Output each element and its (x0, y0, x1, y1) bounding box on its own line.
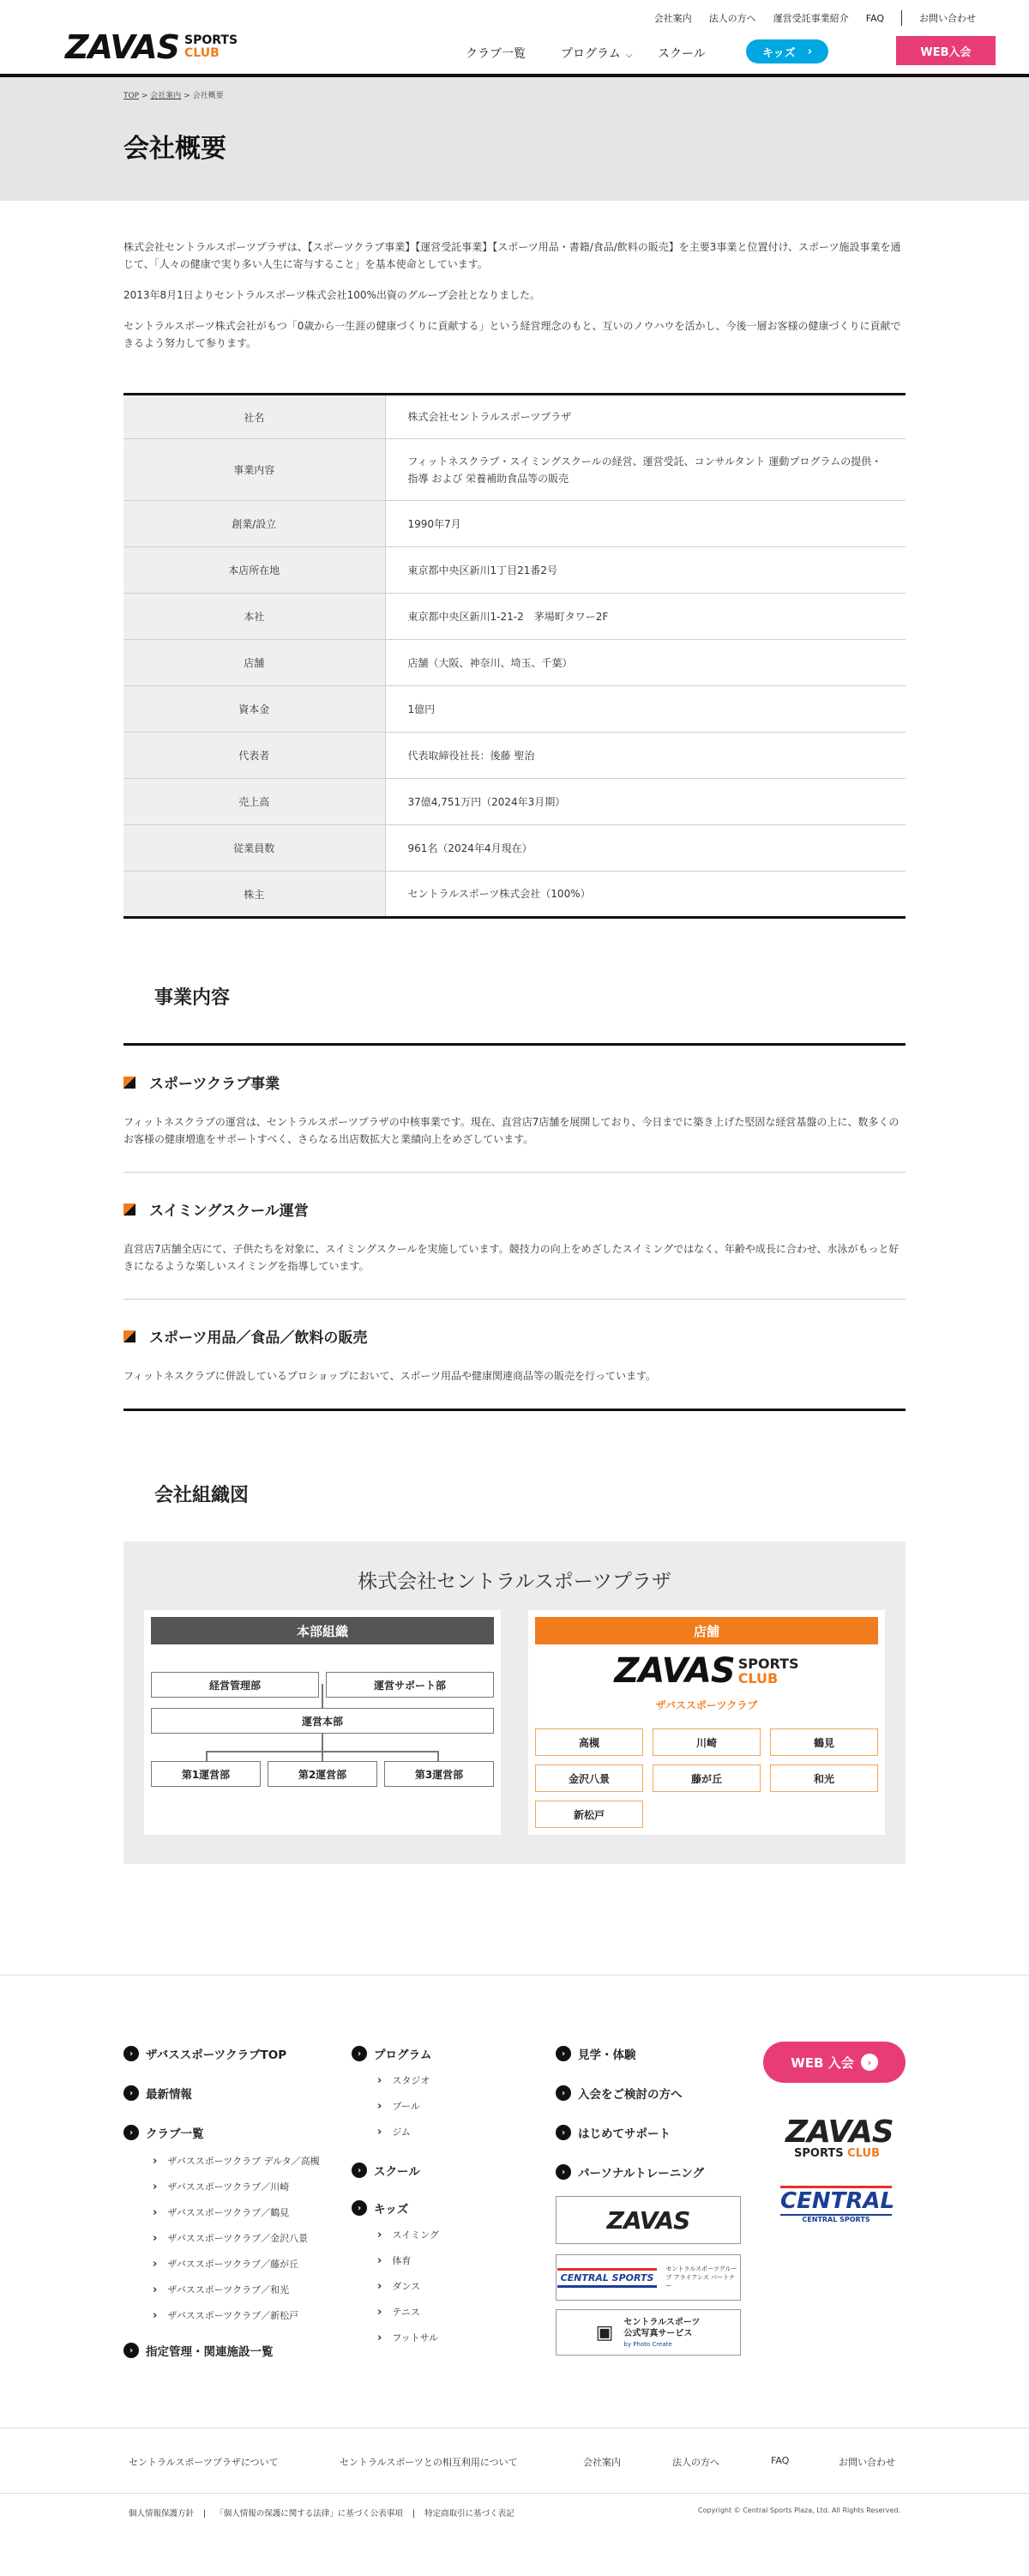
intro-text (123, 238, 906, 365)
footer-bottom-link[interactable]: セントラルスポーツプラザについて (129, 2457, 279, 2468)
hq-panel (144, 1610, 501, 1835)
footer-bottom-link[interactable]: お問い合わせ (839, 2457, 895, 2468)
utility-link-corporate[interactable]: 法人の方へ (708, 13, 756, 24)
breadcrumb-top[interactable]: TOP (123, 92, 140, 100)
footer-col-2 (352, 2045, 439, 2350)
footer-sub-link[interactable]: › ザバススポーツクラブ デルタ／高槻 (123, 2148, 320, 2174)
arrow-circle-icon: › (352, 2200, 367, 2216)
org-box: 第2運営部 (268, 1761, 377, 1787)
table-row (123, 501, 906, 547)
legal-link-tokusho[interactable]: 特定商取引に基づく表記 (424, 2509, 514, 2519)
footer-sub-link[interactable]: › スタジオ (352, 2067, 439, 2093)
chevron-right-icon: › (807, 45, 813, 58)
store-box: 和光 (770, 1765, 878, 1792)
row-label: 代表者 (123, 733, 385, 779)
nav-program-label: プログラム (561, 47, 621, 61)
zavas-wordmark: ZAVAS (614, 1651, 735, 1691)
footer-sub-link[interactable]: › テニス (352, 2299, 439, 2325)
table-row (123, 439, 906, 501)
footer-zavas-logo: ZAVAS SPORTS CLUB (785, 2114, 894, 2160)
connector-line (437, 1751, 439, 1761)
store-panel-title: 店舗 (535, 1617, 878, 1644)
footer-sub-link[interactable]: › プール (352, 2093, 439, 2119)
table-row (123, 594, 906, 640)
org-box: 第1運営部 (151, 1761, 261, 1787)
store-box: 金沢八景 (535, 1765, 643, 1792)
footer-link-news[interactable]: › 最新情報 (123, 2084, 320, 2102)
row-value: フィットネスクラブ・スイミングスクールの経営、運営受託、コンサルタント 運動プログラムの提供・指導 および 栄養補助食品等の販売 (385, 439, 906, 501)
nav-school[interactable]: スクール (658, 47, 706, 61)
row-value: 店舗（大阪、神奈川、埼玉、千葉） (385, 640, 906, 686)
copyright: Copyright © Central Sports Plaza, Ltd. All Rights Reserved. (698, 2507, 900, 2514)
footer-link-program[interactable]: › プログラム (352, 2045, 439, 2062)
store-brand-subtitle: ザバススポーツクラブ (655, 1699, 758, 1711)
row-label: 社名 (123, 395, 385, 439)
org-chart (123, 1541, 906, 1864)
logo-sports: SPORTS (184, 33, 238, 47)
table-row (123, 547, 906, 594)
org-section-title: 会社組織図 (154, 1485, 250, 1506)
arrow-circle-icon: › (556, 2164, 571, 2180)
business-heading: スポーツクラブ事業 (149, 1076, 280, 1093)
footer-sub-link[interactable]: › ザバススポーツクラブ／金沢八景 (123, 2225, 320, 2251)
logo-wordmark: ZAVAS (65, 28, 179, 66)
page-title: 会社概要 (123, 134, 226, 164)
row-value: セントラルスポーツ株式会社（100%） (385, 872, 906, 918)
store-box: 川崎 (653, 1728, 761, 1756)
footer-sub-link[interactable]: › フットサル (352, 2325, 439, 2350)
row-label: 本社 (123, 594, 385, 640)
footer-sub-link[interactable]: › ザバススポーツクラブ／新松戸 (123, 2302, 320, 2328)
company-info-table (123, 393, 906, 919)
footer-sub-link[interactable]: › ザバススポーツクラブ／和光 (123, 2277, 320, 2302)
footer-divider (0, 2493, 1029, 2494)
footer-link-trial[interactable]: › 見学・体験 (556, 2045, 704, 2062)
page-title-band (0, 77, 1029, 201)
connector-line (322, 1734, 323, 1751)
footer-sub-link[interactable]: › ザバススポーツクラブ／川崎 (123, 2174, 320, 2199)
footer-sub-link[interactable]: › ジム (352, 2119, 439, 2145)
utility-link-faq[interactable]: FAQ (865, 12, 884, 24)
utility-nav (637, 10, 976, 26)
utility-link-company[interactable]: 会社案内 (653, 13, 692, 24)
utility-link-outsourcing[interactable]: 運営受託事業紹介 (773, 13, 849, 24)
arrow-circle-icon: › (123, 2125, 139, 2140)
footer-sub-link[interactable]: › ザバススポーツクラブ／鶴見 (123, 2199, 320, 2225)
banner-zavas-text: ZAVAS (606, 2205, 690, 2235)
row-label: 事業内容 (123, 439, 385, 501)
banner-photo-sub: by Photo Create (623, 2341, 672, 2348)
footer-link-top[interactable]: › ザバススポーツクラブTOP (123, 2045, 320, 2062)
row-value: 1億円 (385, 686, 906, 733)
row-label: 店舗 (123, 640, 385, 686)
row-value: 株式会社セントラルスポーツプラザ (385, 395, 906, 439)
connector-line (206, 1751, 208, 1761)
arrow-circle-icon: › (352, 2046, 367, 2061)
row-label: 従業員数 (123, 825, 385, 872)
legal-links: 個人情報保護方針 | 「個人情報の保護に関する法律」に基づく公表事項 | 特定商取引に基づく表記 (129, 2509, 514, 2519)
connector-line (322, 1684, 323, 1708)
store-box: 新松戸 (535, 1801, 643, 1828)
footer-link-personal[interactable]: › パーソナルトレーニング (556, 2163, 704, 2181)
footer-link-club-list[interactable]: › クラブ一覧 (123, 2124, 320, 2141)
footer-sub-link[interactable]: › 体育 (352, 2247, 439, 2273)
banner-zavas[interactable] (556, 2196, 741, 2244)
org-box: 運営サポート部 (326, 1672, 494, 1698)
footer-sub-link[interactable]: › ダンス (352, 2273, 439, 2299)
footer-sub-link[interactable]: › ザバススポーツクラブ／藤が丘 (123, 2251, 320, 2277)
square-bullet-icon (123, 1204, 135, 1216)
row-label: 創業/設立 (123, 501, 385, 547)
divider (901, 10, 902, 26)
footer-sub-link[interactable]: › スイミング (352, 2222, 439, 2247)
table-row (123, 872, 906, 918)
chevron-down-icon: ⌵ (625, 51, 633, 60)
arrow-circle-icon: › (556, 2046, 571, 2061)
row-value: 37億4,751万円（2024年3月期） (385, 779, 906, 825)
footer-col-3 (556, 2045, 704, 2181)
legal-link-privacy[interactable]: 個人情報保護方針 (129, 2509, 195, 2519)
kids-button-label: キッズ (761, 46, 796, 60)
store-panel (528, 1610, 885, 1835)
breadcrumb-company[interactable]: 会社案内 (150, 92, 182, 100)
main-nav (0, 39, 1029, 65)
table-row (123, 825, 906, 872)
business-heading: スイミングスクール運営 (149, 1203, 309, 1220)
utility-link-contact[interactable]: お問い合わせ (919, 13, 976, 24)
kids-button[interactable] (746, 39, 828, 63)
banner-central-text: CENTRAL SPORTS (557, 2268, 658, 2288)
org-box: 運営本部 (151, 1708, 494, 1734)
connector-line (322, 1751, 323, 1761)
footer-link-facilities[interactable]: › 指定管理・関連施設一覧 (123, 2342, 320, 2359)
site-header (0, 0, 1029, 77)
camera-icon: ▣ (595, 2321, 614, 2344)
business-section-title: 事業内容 (154, 987, 231, 1009)
row-label: 本店所在地 (123, 547, 385, 594)
business-item (123, 1046, 906, 1173)
footer-bottom-link[interactable]: 会社案内 (583, 2457, 621, 2468)
footer-link-consider[interactable]: › 入会をご検討の方へ (556, 2084, 704, 2102)
business-text: フィットネスクラブの運営は、セントラルスポーツプラザの中核事業です。現在、直営店7店舗を展開しており、今日までに築き上げた堅固な経営基盤の上に、数多くのお客様の健康増進をサポートすべく、さらなる出店数拡大と業績向上をめざしています。 (123, 1116, 900, 1145)
footer-link-school[interactable]: › スクール (352, 2162, 439, 2179)
row-value: 1990年7月 (385, 501, 906, 547)
table-row (123, 686, 906, 733)
intro-paragraph: セントラルスポーツ株式会社がもつ「0歳から一生涯の健康づくりに貢献する」という経営理念のもと、互いのノウハウを活かし、今後一層お客様の健康づくりに貢献できるよう努力して参ります。 (123, 320, 901, 349)
row-value: 代表取締役社長：後藤 聖治 (385, 733, 906, 779)
nav-club-list[interactable]: クラブ一覧 (466, 47, 526, 61)
row-label: 株主 (123, 872, 385, 918)
logo-club: CLUB (737, 1670, 779, 1686)
banner-central-sports[interactable] (556, 2254, 741, 2301)
table-row (123, 395, 906, 439)
logo-club: CLUB (184, 46, 220, 60)
org-company-name: 株式会社セントラルスポーツプラザ (358, 1571, 671, 1593)
logo-sports: SPORTS (737, 1656, 799, 1672)
arrow-circle-icon: › (861, 2054, 878, 2071)
arrow-circle-icon: › (123, 2085, 139, 2101)
row-value: 東京都中央区新川1丁目21番2号 (385, 547, 906, 594)
business-list (123, 1043, 906, 1411)
intro-paragraph: 株式会社セントラルスポーツプラザは、【スポーツクラブ事業】【運営受託事業】【スポーツ用品・書籍/食品/飲料の販売】を主要3事業と位置付け、スポーツ施設事業を通じて、「人々の健康で実り多い人生に寄与すること」を基本使命としています。 (123, 241, 901, 270)
table-row (123, 640, 906, 686)
footer-divider (0, 1975, 1029, 1976)
table-row (123, 733, 906, 779)
intro-paragraph: 2013年8月1日よりセントラルスポーツ株式会社100%出資のグループ会社となりました。 (123, 289, 540, 301)
nav-program[interactable] (561, 45, 632, 62)
business-item (123, 1173, 906, 1300)
footer-bottom-link[interactable]: セントラルスポーツとの相互利用について (340, 2457, 518, 2468)
business-text: 直営店7店舗全店にて、子供たちを対象に、スイミングスクールを実施しています。競技力の向上をめざしたスイミングではなく、年齢や成長に合わせ、水泳がもっと好きになるような楽しいスイミングを指導しています。 (123, 1243, 900, 1272)
arrow-circle-icon: › (556, 2085, 571, 2101)
hq-panel-title: 本部組織 (151, 1617, 494, 1644)
footer-bottom-link[interactable]: FAQ (771, 2455, 790, 2466)
store-box: 鶴見 (770, 1728, 878, 1756)
square-bullet-icon (123, 1330, 135, 1342)
org-box: 第3運営部 (384, 1761, 494, 1787)
row-value: 東京都中央区新川1-21-2 茅場町タワー2F (385, 594, 906, 640)
breadcrumb: TOP > 会社案内 > 会社概要 (123, 92, 224, 100)
footer-web-join-button[interactable]: WEB 入会 › (763, 2042, 906, 2083)
store-box: 藤が丘 (653, 1765, 761, 1792)
footer-central-logo: CENTRAL CENTRAL SPORTS (780, 2186, 892, 2223)
footer-link-support[interactable]: › はじめてサポート (556, 2124, 704, 2141)
arrow-circle-icon: › (352, 2163, 367, 2178)
legal-link-disclosure[interactable]: 「個人情報の保護に関する法律」に基づく公表事項 (215, 2509, 403, 2519)
footer-bottom-link[interactable]: 法人の方へ (672, 2457, 719, 2468)
zavas-logo (528, 1651, 885, 1691)
footer-col-1 (123, 2045, 320, 2359)
footer-link-kids[interactable]: › キッズ (352, 2199, 439, 2217)
business-item (123, 1300, 906, 1409)
arrow-circle-icon: › (556, 2125, 571, 2140)
row-label: 売上高 (123, 779, 385, 825)
store-box: 高槻 (535, 1728, 643, 1756)
business-text: フィットネスクラブに併設しているプロショップにおいて、スポーツ用品や健康関連商品等の販売を行っています。 (123, 1370, 657, 1382)
web-join-button[interactable]: WEB入会 (896, 36, 996, 65)
breadcrumb-current: 会社概要 (192, 92, 224, 100)
org-box: 経営管理部 (151, 1672, 319, 1698)
banner-photo-service[interactable] (556, 2309, 741, 2356)
row-value: 961名（2024年4月現在） (385, 825, 906, 872)
square-bullet-icon (123, 1077, 135, 1089)
table-row (123, 779, 906, 825)
banner-central-caption: セントラルスポーツグループ アライアンス パートナー (665, 2265, 737, 2289)
banner-photo-text: セントラルスポーツ公式写真サービス (623, 2318, 701, 2338)
business-heading: スポーツ用品／食品／飲料の販売 (149, 1330, 368, 1347)
arrow-circle-icon: › (123, 2343, 139, 2358)
row-label: 資本金 (123, 686, 385, 733)
arrow-circle-icon: › (123, 2046, 139, 2061)
